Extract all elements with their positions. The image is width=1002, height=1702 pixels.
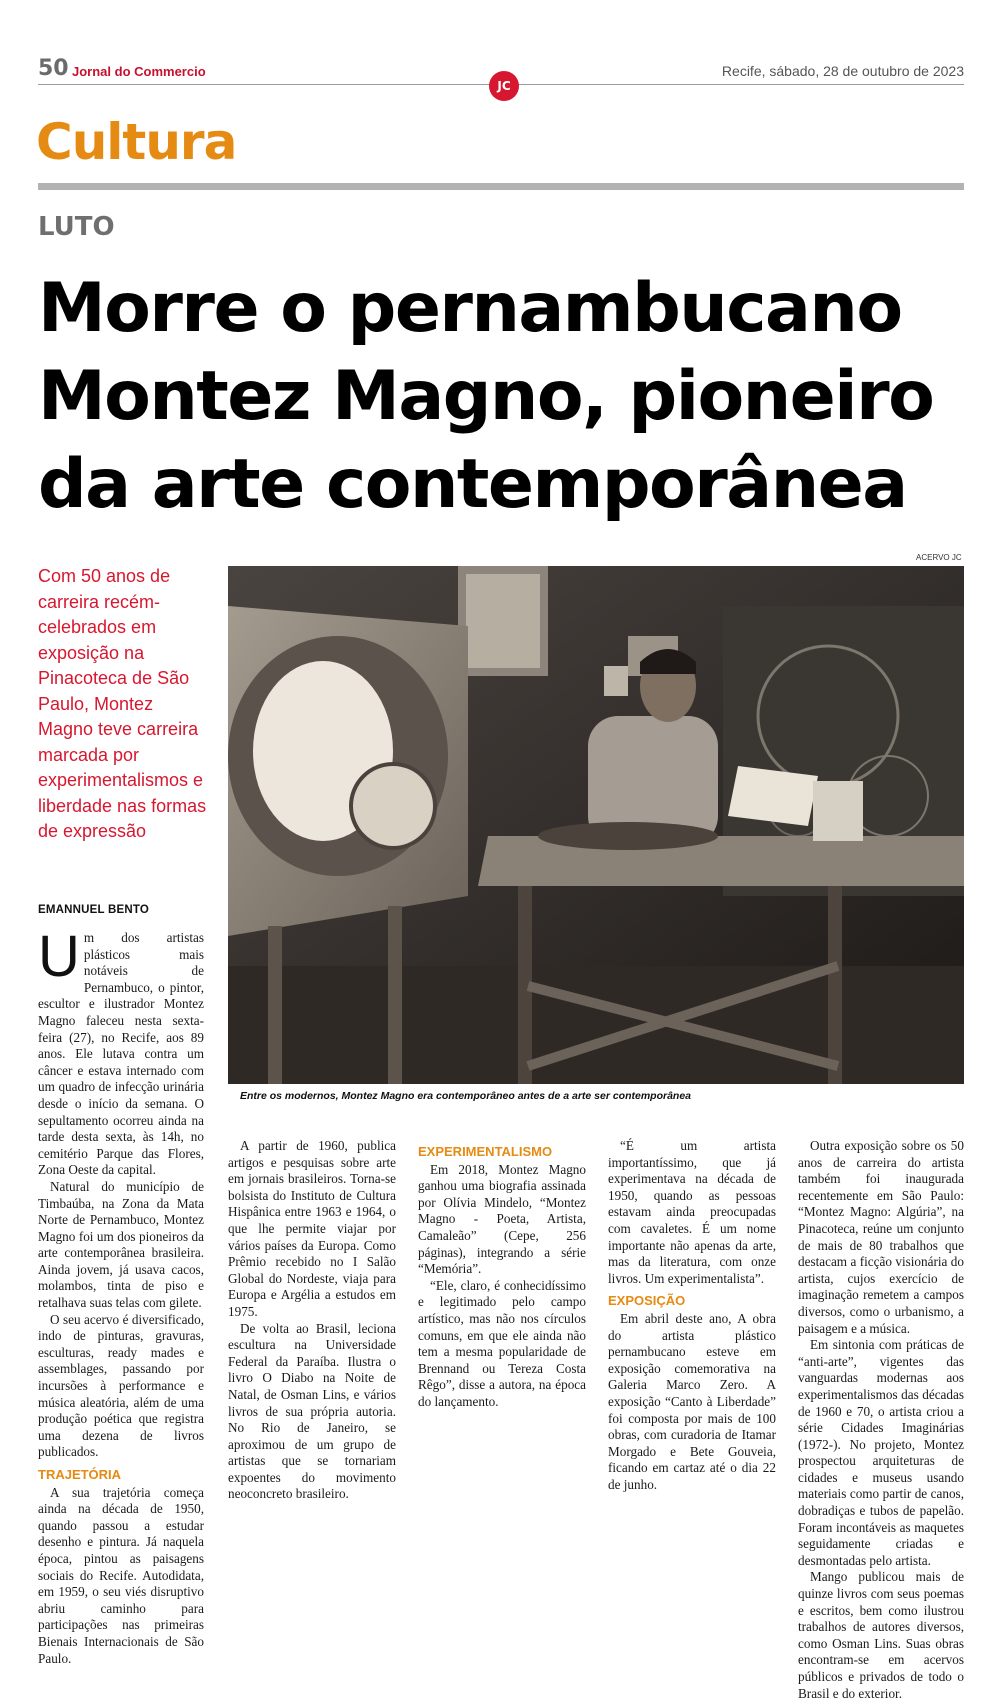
dateline: Recife, sábado, 28 de outubro de 2023 xyxy=(721,63,964,79)
subhead-trajetoria: TRAJETÓRIA xyxy=(38,1467,122,1482)
drop-cap: U xyxy=(38,924,80,989)
page-number: 50 xyxy=(38,56,69,81)
article-paragraph: Natural do município de Timbaúba, na Zona da Mata Norte de Pernambuco, Montez Magno foi um dos pioneiros da arte contemporânea brasileira. Ainda jovem, já usava cacos, molambos, tinta de piso e retalhava suas telas com gilete. xyxy=(38,1178,204,1311)
kicker: LUTO xyxy=(38,212,115,242)
article-photo xyxy=(228,566,964,1084)
byline: EMANNUEL BENTO xyxy=(38,904,149,916)
subhead-experimentalismo: EXPERIMENTALISMO xyxy=(418,1144,553,1159)
headline: Morre o pernambucano Montez Magno, pioneiro da arte contemporânea xyxy=(38,269,934,524)
article-column-5 xyxy=(798,1138,964,1702)
deck: Com 50 anos de carreira recém-celebrados em exposição na Pinacoteca de São Paulo, Montez Magno teve carreira marcada por experimentalismos e liberdade nas formas de expressão xyxy=(38,566,207,841)
section-title: Cultura xyxy=(36,113,237,171)
article-paragraph: Um dos artistas plásticos mais notáveis de Pernambuco, o pintor, escultor e ilustrador Montez Magno faleceu nesta sexta-feira (27), no Recife, aos 89 anos. Ele lutava contra um câncer e estava internado com um quadro de infecção urinária desde o início da semana. O sepultamento ocorreu ainda na tarde desta sexta, às 14h, no cemitério Parque das Flores, Zona Oeste da capital. xyxy=(38,924,204,1178)
article-column-3 xyxy=(418,1138,586,1411)
paper-name: Jornal do Commercio xyxy=(72,64,206,79)
jc-logo: JC xyxy=(489,71,519,101)
article-paragraph: Em 2018, Montez Magno ganhou uma biografia assinada por Olívia Mindelo, “Montez Magno - Poeta, Artista, Camaleão” (Cepe, 256 páginas), integrando a série “Memória”. xyxy=(418,1161,586,1277)
article-paragraph: Em sintonia com práticas de “anti-arte”, vigentes das vanguardas modernas aos experimentalismos das décadas de 1960 e 70, o artista criou a série Cidades Imaginárias (1972-). No projeto, Montez prospectou arquiteturas de cidades e museus usando materiais como partir de canos, dobradiças e tubos de papelão. Foram incontáveis as maquetes seguidamente criadas e desmontadas pelo artista. xyxy=(798,1337,964,1568)
article-paragraph: “É um artista importantíssimo, que já experimentava na década de 1950, quando as pessoas estavam ainda preocupadas com cavaletes. É um nome importante não apenas da arte, mas da literatura, com onze livros. Um experimentalista”. xyxy=(608,1138,776,1286)
subhead-exposicao: EXPOSIÇÃO xyxy=(608,1293,686,1309)
article-paragraph: A sua trajetória começa ainda na década de 1950, quando passou a estudar desenho e pintura. Já naquela época, pintou as paisagens sociais do Recife. Autodidata, em 1959, o seu viés disruptivo abriu caminho para participações nas primeiras Bienais Internacionais de São Paulo. xyxy=(38,1484,204,1666)
article-column-1 xyxy=(38,924,204,1667)
article-paragraph: De volta ao Brasil, leciona escultura na Universidade Federal da Paraíba. Ilustra o livro O Diabo na Noite de Natal, de Osman Lins, e vários livros de sua própria autoria. No Rio de Janeiro, se aproximou de um grupo de artistas que se tornariam expoentes do movimento neoconcreto brasileiro. xyxy=(228,1320,396,1502)
article-paragraph: A partir de 1960, publica artigos e pesquisas sobre arte em jornais brasileiros. Torna-se bolsista do Instituto de Cultura Hispânica entre 1963 e 1964, o que lhe permite viajar por vários países da Europa. Como Prêmio recebido no I Salão Global do Nordeste, viaja para Europa e Argélia a estudos em 1975. xyxy=(228,1138,396,1319)
article-paragraph: O seu acervo é diversificado, indo de pinturas, gravuras, esculturas, ready mades e assemblages, passando por incursões à performance e música aleatória, além de uma produção poética que registra uma dezena de livros publicados. xyxy=(38,1311,204,1460)
article-column-4 xyxy=(608,1138,776,1493)
article-paragraph: Outra exposição sobre os 50 anos de carreira do artista também foi inaugurada recentemente em São Paulo: “Montez Magno: Algúria”, na Pinacoteca, reúne um conjunto de mais de 80 trabalhos que destacam a ficção visionária do artista, cujos exercício de imaginação remetem a campos diversos, como o urbanismo, a paisagem e a música. xyxy=(798,1138,964,1336)
article-paragraph: Mango publicou mais de quinze livros com seus poemas e escritos, bem como ilustrou trabalhos de autores diversos, como Osman Lins. Suas obras encontram-se em acervos públicos e privados de todo o Brasil e do exterior. xyxy=(798,1569,964,1701)
artist-studio-illustration xyxy=(228,566,964,1084)
photo-caption: Entre os modernos, Montez Magno era contemporâneo antes de a arte ser contemporânea xyxy=(240,1090,692,1102)
section-rule xyxy=(38,183,964,190)
article-paragraph: Em abril deste ano, A obra do artista plástico pernambucano esteve em exposição comemorativa na Galeria Marco Zero. A exposição “Canto à Liberdade” foi composta por mais de 100 obras, com curadoria de Itamar Morgado e Bete Gouveia, ficando em cartaz até o dia 22 de junho. xyxy=(608,1310,776,1492)
article-paragraph: “Ele, claro, é conhecidíssimo e legitimado pelo campo artístico, mas não nos círculos comuns, em que ele ainda não tem a mesma popularidade de Brennand ou Tereza Costa Rêgo”, disse a autora, na época do lançamento. xyxy=(418,1277,586,1409)
article-column-2 xyxy=(228,1138,396,1503)
photo-credit: ACERVO JC xyxy=(916,553,962,562)
